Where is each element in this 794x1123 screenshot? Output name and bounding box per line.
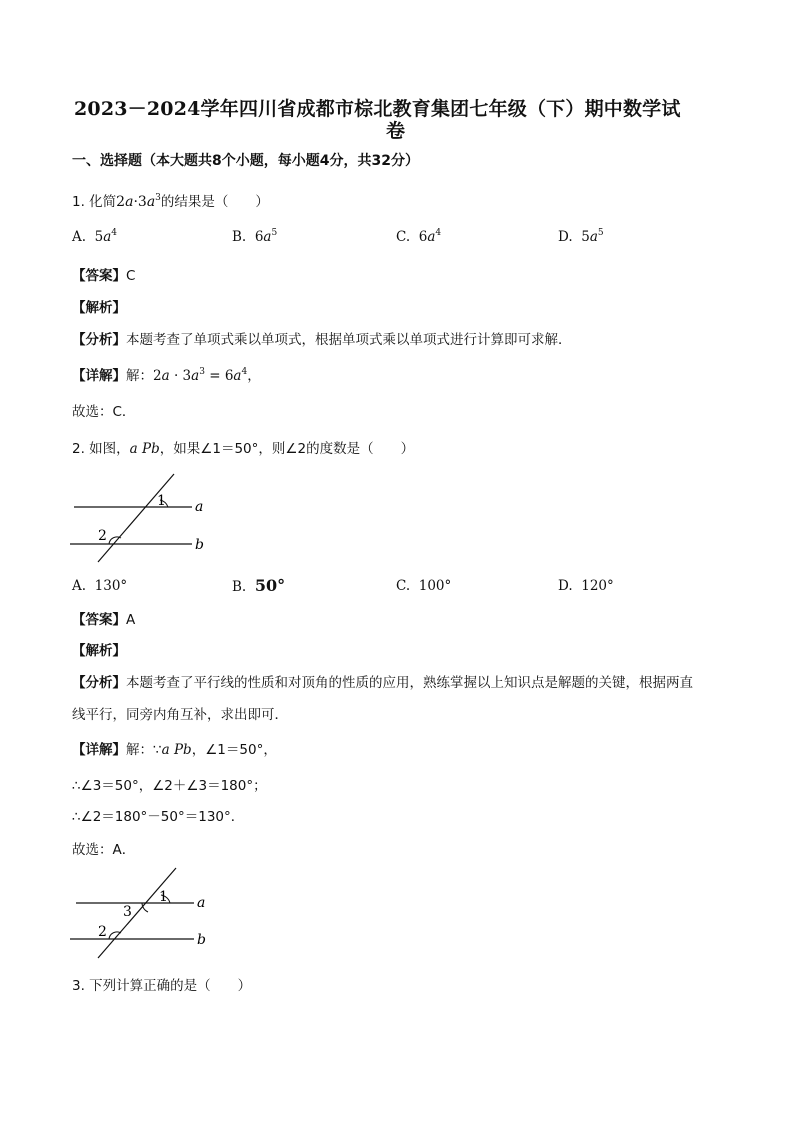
q2-fenxi-line1: 【分析】本题考查了平行线的性质和对顶角的性质的应用，熟练掌握以上知识点是解题的关键，根据两直 [72, 675, 693, 691]
angle-2-label: 2 [98, 528, 107, 544]
page-title: 2023－2024学年四川省成都市棕北教育集团七年级（下）期中数学试 [74, 98, 681, 120]
line-a-label: a [197, 895, 206, 911]
q1-option-b: B. $6a^5$ [232, 228, 278, 245]
q2-option-c: C. 100° [396, 578, 452, 594]
transversal [98, 474, 174, 562]
angle-2-label: 2 [98, 924, 107, 940]
page-title-continued: 卷 [386, 120, 406, 142]
q2-step2: ∴∠2＝180°－50°＝130°． [72, 809, 245, 825]
q2-figure [60, 468, 220, 568]
q1-fenxi: 【分析】本题考查了单项式乘以单项式，根据单项式乘以单项式进行计算即可求解． [72, 332, 572, 348]
q2-option-a: A. 130° [72, 578, 128, 594]
line-a-label: a [195, 499, 204, 515]
q3-stem: 3. 下列计算正确的是（ ） [72, 978, 252, 994]
q2-choose: 故选：A． [72, 842, 136, 858]
q1-stem: 1. 化简$2a\cdot 3a^3$的结果是（ ） [72, 193, 269, 210]
q2-option-b: B. 50° [232, 576, 286, 595]
angle-1-label: 1 [159, 889, 168, 905]
q2-fenxi-line2: 线平行，同旁内角互补，求出即可． [72, 707, 288, 723]
line-b-label: b [197, 932, 206, 948]
q1-solution-expression: $2a \cdot 3a^3 = 6a^4$ [153, 367, 248, 384]
angle-3-label: 3 [123, 904, 132, 920]
angle-1-label: 1 [157, 493, 166, 509]
q2-stem: 2. 如图，a Pb，如果∠1＝50°，则∠2的度数是（ ） [72, 441, 415, 457]
q1-option-c: C. $6a^4$ [396, 228, 442, 245]
q1-detail: 【详解】解：$2a \cdot 3a^3 = 6a^4$， [72, 367, 261, 384]
q1-option-a: A. $5a^4$ [72, 228, 118, 245]
q2-analysis-label: 【解析】 [72, 643, 126, 659]
q1-expression: $2a\cdot 3a^3$ [116, 193, 161, 210]
q2-parallel-notation: a Pb [129, 441, 160, 457]
q2-solution-figure [60, 864, 220, 964]
q1-option-d: D. $5a^5$ [558, 228, 604, 245]
q2-option-d: D. 120° [558, 578, 614, 594]
transversal [98, 868, 176, 958]
q2-answer: 【答案】A [72, 612, 136, 628]
line-b-label: b [195, 537, 204, 553]
q2-step1: ∴∠3＝50°，∠2＋∠3＝180°； [72, 778, 267, 794]
section-heading: 一、选择题（本大题共8个小题，每小题4分，共32分） [72, 153, 419, 169]
q1-choose: 故选：C． [72, 404, 136, 420]
q1-answer: 【答案】C [72, 268, 136, 284]
q2-detail: 【详解】解：∵a Pb，∠1＝50°， [72, 742, 277, 758]
q2-detail-parallel-notation: a Pb [161, 742, 192, 758]
q1-analysis-label: 【解析】 [72, 300, 126, 316]
